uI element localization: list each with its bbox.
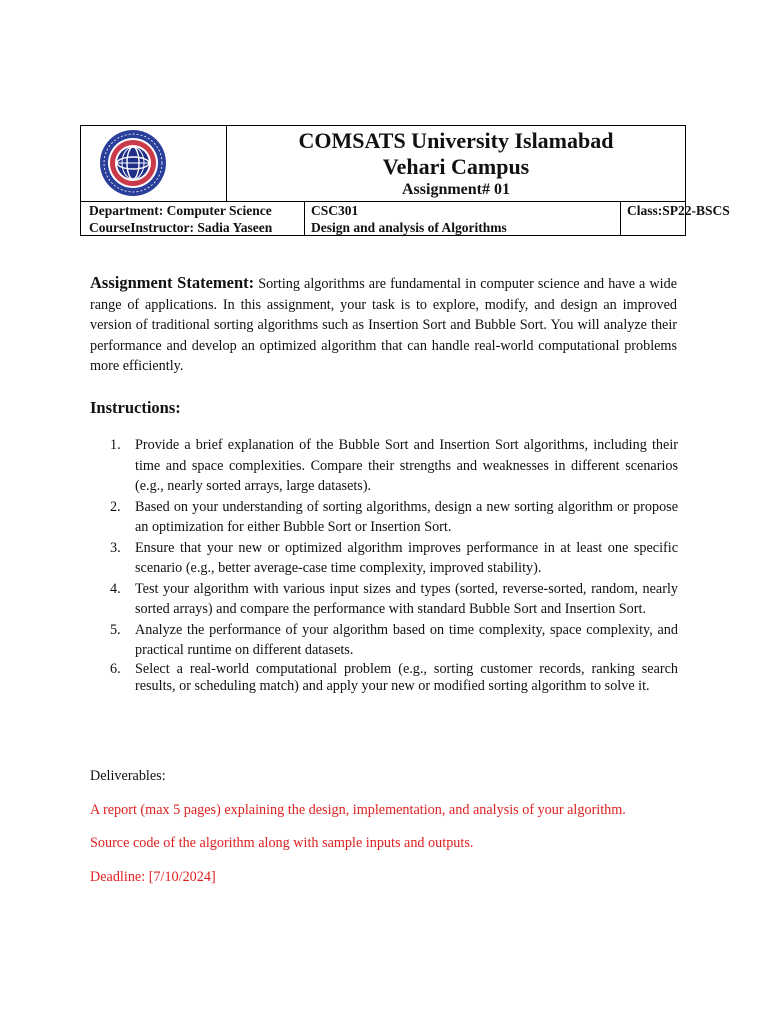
info-row — [81, 201, 730, 236]
statement-text: Sorting algorithms are fundamental in computer science and have a wide range of applications. In this assignment, your task is to explore, modify, and design an improved version of traditional sorting algorithms such as Insertion Sort and Bubble Sort. You will analyze their performance and develop an optimized algorithm that can handle real-world computational problems more efficiently. — [90, 276, 677, 374]
class-label: Class:SP22-BSCS — [627, 203, 730, 218]
deadline: Deadline: [7/10/2024] — [90, 869, 216, 885]
class-cell — [621, 202, 730, 236]
list-number: 2. — [110, 498, 121, 515]
instructor-label: CourseInstructor: Sadia Yaseen — [89, 220, 273, 235]
deliverable-report: A report (max 5 pages) explaining the design, implementation, and analysis of your algorithm. — [90, 802, 626, 818]
university-name: COMSATS University Islamabad — [298, 128, 614, 153]
list-text: Provide a brief explanation of the Bubble Sort and Insertion Sort algorithms, including their time and space complexities. Compare their strengths and weaknesses in different scenarios (e.g., nearly sorted arrays, large datasets). — [135, 437, 678, 494]
department-label: Department: Computer Science — [89, 203, 272, 218]
list-text: Select a real-world computational problem (e.g., sorting customer records, ranking search results, or scheduling match) and apply your new or modified sorting algorithm to solve it. — [135, 660, 678, 694]
list-item — [108, 435, 678, 497]
list-number: 6. — [110, 660, 121, 677]
assignment-number: Assignment# 01 — [401, 181, 510, 198]
list-number: 4. — [110, 580, 121, 597]
title-cell — [227, 126, 685, 201]
university-logo-icon — [93, 126, 173, 200]
list-item — [108, 620, 678, 661]
list-number: 1. — [110, 437, 121, 453]
deliverables-heading: Deliverables: — [90, 768, 166, 784]
course-name: Design and analysis of Algorithms — [311, 220, 507, 235]
list-text: Analyze the performance of your algorithm based on time complexity, space complexity, and practical runtime on different datasets. — [135, 621, 678, 658]
list-text: Test your algorithm with various input sizes and types (sorted, reverse-sorted, random, nearly sorted arrays) and compare the performance with standard Bubble Sort and Insertion Sort. — [135, 580, 678, 617]
statement-lead: Assignment Statement: — [90, 273, 255, 292]
assignment-statement — [90, 273, 677, 377]
list-item — [108, 579, 678, 620]
list-item — [108, 538, 678, 579]
instructions-list — [108, 435, 678, 695]
list-number: 3. — [110, 539, 121, 556]
deliverable-source: Source code of the algorithm along with sample inputs and outputs. — [90, 835, 474, 851]
campus-name: Vehari Campus — [382, 154, 530, 179]
instructions-heading: Instructions: — [90, 398, 181, 417]
list-number: 5. — [110, 621, 121, 638]
course-cell — [305, 202, 621, 236]
course-code: CSC301 — [311, 203, 359, 218]
logo-cell — [81, 126, 227, 201]
list-item — [108, 497, 678, 538]
list-text: Based on your understanding of sorting algorithms, design a new sorting algorithm or propose an optimization for either Bubble Sort or Insertion Sort. — [135, 498, 678, 535]
department-cell — [81, 202, 305, 236]
list-item — [108, 661, 678, 695]
header-table — [80, 125, 730, 236]
list-text: Ensure that your new or optimized algorithm improves performance in at least one specific scenario (e.g., better average-case time complexity, improved stability). — [135, 539, 678, 576]
